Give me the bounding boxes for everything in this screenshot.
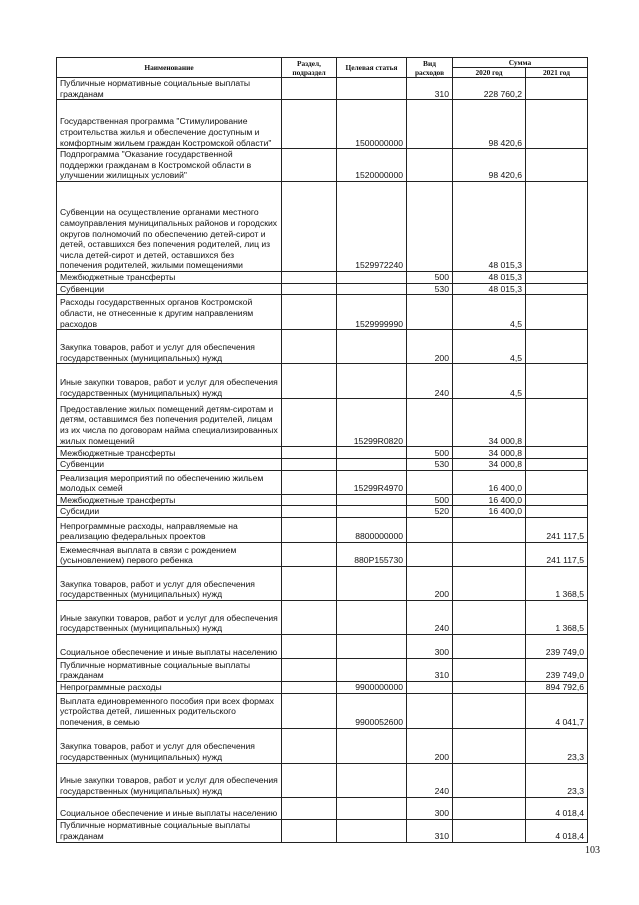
table-row — [57, 506, 588, 518]
row-name: Закупка товаров, работ и услуг для обеспечения государственных (муниципальных) нужд — [57, 566, 282, 600]
row-section — [282, 271, 337, 283]
row-expense-type: 520 — [407, 506, 453, 518]
row-expense-type — [407, 295, 453, 330]
row-amount-2021 — [526, 364, 588, 399]
row-target: 9900000000 — [337, 681, 407, 693]
row-expense-type: 240 — [407, 364, 453, 399]
row-amount-2020: 16 400,0 — [453, 470, 526, 494]
row-section — [282, 566, 337, 600]
table-row — [57, 470, 588, 494]
row-amount-2020 — [453, 797, 526, 819]
table-row — [57, 149, 588, 182]
row-amount-2021 — [526, 78, 588, 100]
row-amount-2021 — [526, 330, 588, 364]
row-name: Ежемесячная выплата в связи с рождением (усыновлением) первого ребенка — [57, 542, 282, 566]
row-section — [282, 681, 337, 693]
header-name: Наименование — [57, 58, 282, 78]
row-section — [282, 295, 337, 330]
table-row — [57, 364, 588, 399]
row-name: Непрограммные расходы — [57, 681, 282, 693]
table-row — [57, 600, 588, 634]
row-section — [282, 763, 337, 797]
header-sum: Сумма — [453, 58, 588, 68]
row-amount-2021: 241 117,5 — [526, 542, 588, 566]
row-expense-type — [407, 470, 453, 494]
header-year-2021: 2021 год — [526, 68, 588, 78]
row-section — [282, 181, 337, 271]
row-amount-2020 — [453, 681, 526, 693]
row-expense-type — [407, 681, 453, 693]
row-name: Реализация мероприятий по обеспечению жильем молодых семей — [57, 470, 282, 494]
row-target: 1529972240 — [337, 181, 407, 271]
row-section — [282, 330, 337, 364]
header-type: Вид расходов — [407, 58, 453, 78]
row-target — [337, 447, 407, 459]
row-amount-2020: 4,5 — [453, 295, 526, 330]
table-row — [57, 728, 588, 763]
row-expense-type: 500 — [407, 494, 453, 506]
row-expense-type: 310 — [407, 78, 453, 100]
row-name: Социальное обеспечение и иные выплаты населению — [57, 797, 282, 819]
row-amount-2021 — [526, 459, 588, 471]
row-amount-2021 — [526, 399, 588, 447]
row-amount-2021: 23,3 — [526, 728, 588, 763]
table-row — [57, 634, 588, 658]
table-row — [57, 542, 588, 566]
table-row — [57, 399, 588, 447]
row-section — [282, 78, 337, 100]
row-expense-type — [407, 149, 453, 182]
row-target — [337, 797, 407, 819]
row-expense-type — [407, 181, 453, 271]
table-row — [57, 517, 588, 542]
row-amount-2020: 48 015,3 — [453, 181, 526, 271]
row-name: Иные закупки товаров, работ и услуг для обеспечения государственных (муниципальных) нужд — [57, 600, 282, 634]
row-name: Межбюджетные трансферты — [57, 494, 282, 506]
row-name: Закупка товаров, работ и услуг для обеспечения государственных (муниципальных) нужд — [57, 330, 282, 364]
header-target: Целевая статья — [337, 58, 407, 78]
row-amount-2021 — [526, 181, 588, 271]
row-section — [282, 364, 337, 399]
row-section — [282, 149, 337, 182]
table-row — [57, 566, 588, 600]
row-expense-type: 500 — [407, 447, 453, 459]
table-row — [57, 295, 588, 330]
row-amount-2020: 16 400,0 — [453, 506, 526, 518]
row-target — [337, 330, 407, 364]
row-section — [282, 494, 337, 506]
row-target: 1520000000 — [337, 149, 407, 182]
header-section: Раздел, подраздел — [282, 58, 337, 78]
row-amount-2020 — [453, 542, 526, 566]
row-section — [282, 447, 337, 459]
row-name: Выплата единовременного пособия при всех формах устройства детей, лишенных родительского попечения, в семью — [57, 693, 282, 728]
row-name: Закупка товаров, работ и услуг для обеспечения государственных (муниципальных) нужд — [57, 728, 282, 763]
row-target: 1500000000 — [337, 100, 407, 149]
row-target — [337, 506, 407, 518]
row-expense-type: 300 — [407, 634, 453, 658]
row-section — [282, 459, 337, 471]
row-amount-2021: 23,3 — [526, 763, 588, 797]
row-target — [337, 364, 407, 399]
row-amount-2021: 4 018,4 — [526, 797, 588, 819]
row-amount-2021: 239 749,0 — [526, 634, 588, 658]
table-row — [57, 494, 588, 506]
row-expense-type — [407, 399, 453, 447]
row-amount-2020: 16 400,0 — [453, 494, 526, 506]
row-amount-2020: 98 420,6 — [453, 149, 526, 182]
row-amount-2021 — [526, 295, 588, 330]
row-target — [337, 763, 407, 797]
row-name: Субвенции — [57, 459, 282, 471]
table-row — [57, 181, 588, 271]
row-amount-2021 — [526, 447, 588, 459]
table-row — [57, 330, 588, 364]
row-expense-type: 300 — [407, 797, 453, 819]
row-section — [282, 517, 337, 542]
row-name: Субвенции на осуществление органами местного самоуправления муниципальных районов и городских округов полномочий по обеспечению детей-сирот и детей, оставшихся без попечения родителей, лиц из числа детей-сирот и детей, оставшихся без попечения родителей, жилыми помещениями — [57, 181, 282, 271]
row-expense-type — [407, 517, 453, 542]
row-expense-type: 200 — [407, 566, 453, 600]
row-name: Публичные нормативные социальные выплаты гражданам — [57, 78, 282, 100]
row-section — [282, 470, 337, 494]
row-expense-type: 530 — [407, 283, 453, 295]
table-row — [57, 797, 588, 819]
row-name: Иные закупки товаров, работ и услуг для обеспечения государственных (муниципальных) нужд — [57, 364, 282, 399]
row-amount-2021: 4 041,7 — [526, 693, 588, 728]
row-amount-2021 — [526, 470, 588, 494]
row-amount-2020: 228 760,2 — [453, 78, 526, 100]
table-row — [57, 283, 588, 295]
row-section — [282, 728, 337, 763]
row-amount-2021: 1 368,5 — [526, 566, 588, 600]
table-row — [57, 100, 588, 149]
row-name: Предоставление жилых помещений детям-сиротам и детям, оставшимся без попечения родителей, лицам из их числа по договорам найма специализированных жилых помещений — [57, 399, 282, 447]
row-section — [282, 542, 337, 566]
row-amount-2020: 4,5 — [453, 364, 526, 399]
row-section — [282, 797, 337, 819]
table-row — [57, 271, 588, 283]
row-amount-2020: 4,5 — [453, 330, 526, 364]
row-expense-type: 200 — [407, 330, 453, 364]
row-target — [337, 494, 407, 506]
row-name: Субсидии — [57, 506, 282, 518]
row-amount-2020 — [453, 728, 526, 763]
row-amount-2020 — [453, 819, 526, 842]
page-number: 103 — [585, 845, 600, 856]
row-name: Публичные нормативные социальные выплаты гражданам — [57, 658, 282, 681]
row-amount-2021 — [526, 283, 588, 295]
row-name: Иные закупки товаров, работ и услуг для обеспечения государственных (муниципальных) нужд — [57, 763, 282, 797]
table-row — [57, 78, 588, 100]
row-expense-type: 240 — [407, 600, 453, 634]
row-expense-type — [407, 693, 453, 728]
row-name: Расходы государственных органов Костромской области, не отнесенные к другим направлениям расходов — [57, 295, 282, 330]
table-header — [57, 58, 588, 78]
budget-table — [56, 57, 588, 843]
row-amount-2020: 48 015,3 — [453, 283, 526, 295]
table-row — [57, 658, 588, 681]
row-expense-type: 500 — [407, 271, 453, 283]
row-amount-2020: 34 000,8 — [453, 399, 526, 447]
row-target: 15299R4970 — [337, 470, 407, 494]
row-amount-2020: 34 000,8 — [453, 447, 526, 459]
row-amount-2020: 34 000,8 — [453, 459, 526, 471]
row-amount-2021 — [526, 506, 588, 518]
row-amount-2021: 894 792,6 — [526, 681, 588, 693]
header-year-2020: 2020 год — [453, 68, 526, 78]
row-section — [282, 819, 337, 842]
row-section — [282, 506, 337, 518]
row-target: 1529999990 — [337, 295, 407, 330]
row-name: Государственная программа "Стимулирование строительства жилья и обеспечение доступным и комфортным жильем граждан Костромской области" — [57, 100, 282, 149]
row-target: 880P155730 — [337, 542, 407, 566]
table-row — [57, 763, 588, 797]
table-row — [57, 681, 588, 693]
row-amount-2020 — [453, 566, 526, 600]
table-body — [57, 78, 588, 843]
row-name: Непрограммные расходы, направляемые на реализацию федеральных проектов — [57, 517, 282, 542]
row-amount-2020 — [453, 693, 526, 728]
row-target — [337, 283, 407, 295]
row-section — [282, 658, 337, 681]
row-amount-2021 — [526, 494, 588, 506]
row-amount-2021: 239 749,0 — [526, 658, 588, 681]
row-amount-2020 — [453, 634, 526, 658]
row-target: 15299R0820 — [337, 399, 407, 447]
row-amount-2020 — [453, 600, 526, 634]
row-name: Подпрограмма "Оказание государственной поддержки гражданам в Костромской области в улучшении жилищных условий" — [57, 149, 282, 182]
table-row — [57, 459, 588, 471]
row-amount-2020 — [453, 658, 526, 681]
row-name: Социальное обеспечение и иные выплаты населению — [57, 634, 282, 658]
row-expense-type: 200 — [407, 728, 453, 763]
row-amount-2020: 98 420,6 — [453, 100, 526, 149]
row-target — [337, 634, 407, 658]
table-row — [57, 693, 588, 728]
row-target — [337, 271, 407, 283]
row-name: Публичные нормативные социальные выплаты гражданам — [57, 819, 282, 842]
row-name: Межбюджетные трансферты — [57, 447, 282, 459]
row-expense-type — [407, 100, 453, 149]
row-section — [282, 399, 337, 447]
row-expense-type: 310 — [407, 658, 453, 681]
row-section — [282, 600, 337, 634]
row-amount-2020: 48 015,3 — [453, 271, 526, 283]
row-section — [282, 283, 337, 295]
row-amount-2021: 241 117,5 — [526, 517, 588, 542]
row-target — [337, 78, 407, 100]
row-amount-2021 — [526, 149, 588, 182]
table-row — [57, 447, 588, 459]
row-expense-type: 530 — [407, 459, 453, 471]
row-target: 9900052600 — [337, 693, 407, 728]
row-target — [337, 728, 407, 763]
row-target — [337, 459, 407, 471]
row-name: Субвенции — [57, 283, 282, 295]
row-expense-type: 310 — [407, 819, 453, 842]
row-amount-2021 — [526, 271, 588, 283]
row-target — [337, 819, 407, 842]
row-expense-type — [407, 542, 453, 566]
row-target — [337, 566, 407, 600]
row-section — [282, 693, 337, 728]
row-target — [337, 658, 407, 681]
row-amount-2020 — [453, 763, 526, 797]
row-amount-2021: 4 018,4 — [526, 819, 588, 842]
row-amount-2020 — [453, 517, 526, 542]
table-row — [57, 819, 588, 842]
row-amount-2021: 1 368,5 — [526, 600, 588, 634]
row-amount-2021 — [526, 100, 588, 149]
row-target: 8800000000 — [337, 517, 407, 542]
row-section — [282, 634, 337, 658]
row-section — [282, 100, 337, 149]
row-name: Межбюджетные трансферты — [57, 271, 282, 283]
row-expense-type: 240 — [407, 763, 453, 797]
row-target — [337, 600, 407, 634]
